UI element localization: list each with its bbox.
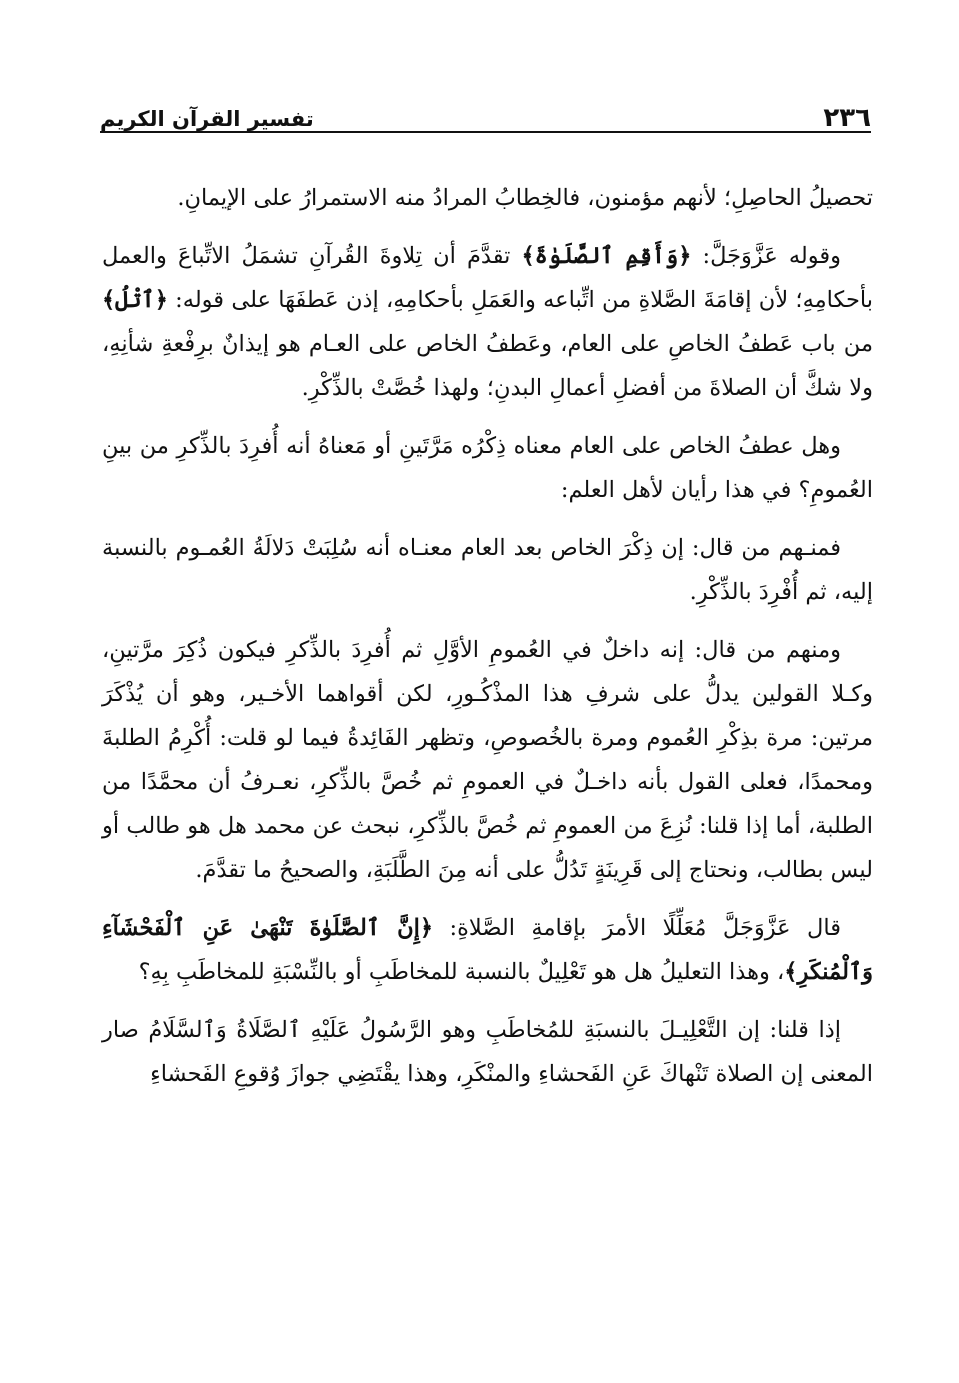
paragraph bbox=[102, 906, 873, 994]
text-segment: ، وهذا التعليلُ هل هو تَعْلِيلٌ بالنسبة للمخاطَبِ أو بالنِّسْبَةِ للمخاطَبِ بِهِ؟ bbox=[138, 959, 785, 985]
page-header bbox=[100, 92, 871, 132]
body-text bbox=[102, 176, 873, 1110]
paragraph bbox=[102, 628, 873, 892]
paragraph bbox=[102, 526, 873, 614]
text-segment: وقوله عَزَّوَجَلَّ: bbox=[691, 243, 842, 269]
running-title: تفسير القرآن الكريم bbox=[100, 107, 314, 131]
paragraph bbox=[102, 176, 873, 220]
text-segment: ومنهم من قال: إنه داخلٌ في العُمومِ الأوَّلِ ثم أُفرِدَ بالذِّكرِ فيكون ذُكِرَ مرَّتينِ، وكـلا القولين يدلُّ على شرفِ هذا المذْكُـورِ، لكن أقواهما الأخـير، وهو أن يُذْكَرَ مرتين: مرة بذِكْرِ العُموم ومرة بالخُصوصِ، وتظهر الفَائِدةُ فيما لو قلت: أُكْرِمُ الطلبةَ ومحمدًا، فعلى القول بأنه داخـلٌ في العمومِ ثم خُصَّ بالذِّكرِ، نعـرفُ أن محمَّدًا من الطلبة، أما إذا قلنا: نُزِعَ من العمومِ ثم خُصَّ بالذِّكرِ، نبحث عن محمد هل هو طالب أو ليس بطالب، ونحتاج إلى قَرِينَةٍ تَدُلُّ على أنه مِنَ الطَّلَبَةِ، والصحيحُ ما تقدَّمَ. bbox=[102, 637, 873, 883]
page-number: ٢٣٦ bbox=[823, 103, 871, 133]
text-segment: وهل عطفُ الخاص على العام معناه ذِكْرُه مَرَّتَينِ أو مَعناهُ أنه أُفرِدَ بالذِّكرِ من بينِ العُمومِ؟ في هذا رأيان لأهل العلم: bbox=[102, 433, 873, 503]
text-segment: فمنـهم من قال: إن ذِكْرَ الخاص بعد العام معنـاه أنه سُلِبَتْ دَلالَةُ العُمـوم بالنسبة إليه، ثم أُفْرِدَ بالذِّكْرِ. bbox=[102, 535, 873, 605]
quran-verse: ﴿وَأَقِمِ ٱلصَّلَوٰةَ﴾ bbox=[521, 243, 692, 269]
text-segment: من باب عَطفُ الخاصِ على العام، وعَطفُ الخاص على العـام هو إيذانٌ برِفْعةِ شأنِهِ، ولا شكَّ أن الصلاةَ من أفضلِ أعمالِ البدنِ؛ ولهذا خُصَّتْ بالذِّكْرِ. bbox=[102, 331, 873, 401]
text-segment: تحصيلُ الحاصِلِ؛ لأنهم مؤمنون، فالخِطابُ المرادُ منه الاستمرارُ على الإيمانِ. bbox=[177, 185, 873, 211]
quran-verse: ﴿إِنَّ ٱلصَّلَوٰةَ تَنْهَىٰ عَنِ ٱلْفَحْشَآءِ وَٱلْمُنكَرِ﴾ bbox=[102, 915, 873, 985]
text-segment: تقدَّمَ أن تِلاوةَ القُرآنِ تشمَلُ الاتِّباعَ والعمل بأحكامِهِ؛ لأن إقامَةَ الصَّلاةِ من اتِّباعه والعَمَلِ بأحكامِهِ، إذن عَطفَهَا على قوله: bbox=[102, 243, 873, 313]
paragraph bbox=[102, 234, 873, 410]
header-divider bbox=[100, 131, 871, 133]
quran-verse: ﴿ٱتْلُ﴾ bbox=[102, 287, 168, 313]
paragraph bbox=[102, 424, 873, 512]
paragraph bbox=[102, 1008, 873, 1096]
text-segment: قال عَزَّوَجَلَّ مُعَلِّلًا الأمرَ بإقامةِ الصَّلاةِ: bbox=[433, 915, 841, 941]
text-segment: إذا قلنا: إن التَّعْلِيـلَ بالنسبَةِ للمُخاطَبِ وهو الرَّسُولُ عَلَيْهِ ٱلصَّلَاةُ وَٱلسَّلَامُ صار المعنى إن الصلاة تَنْهاكَ عَنِ الفَحشاءِ والمنْكَرِ، وهذا يقْتَضِي جوازَ وُقوعِ الفَحشاءِ bbox=[102, 1017, 873, 1087]
